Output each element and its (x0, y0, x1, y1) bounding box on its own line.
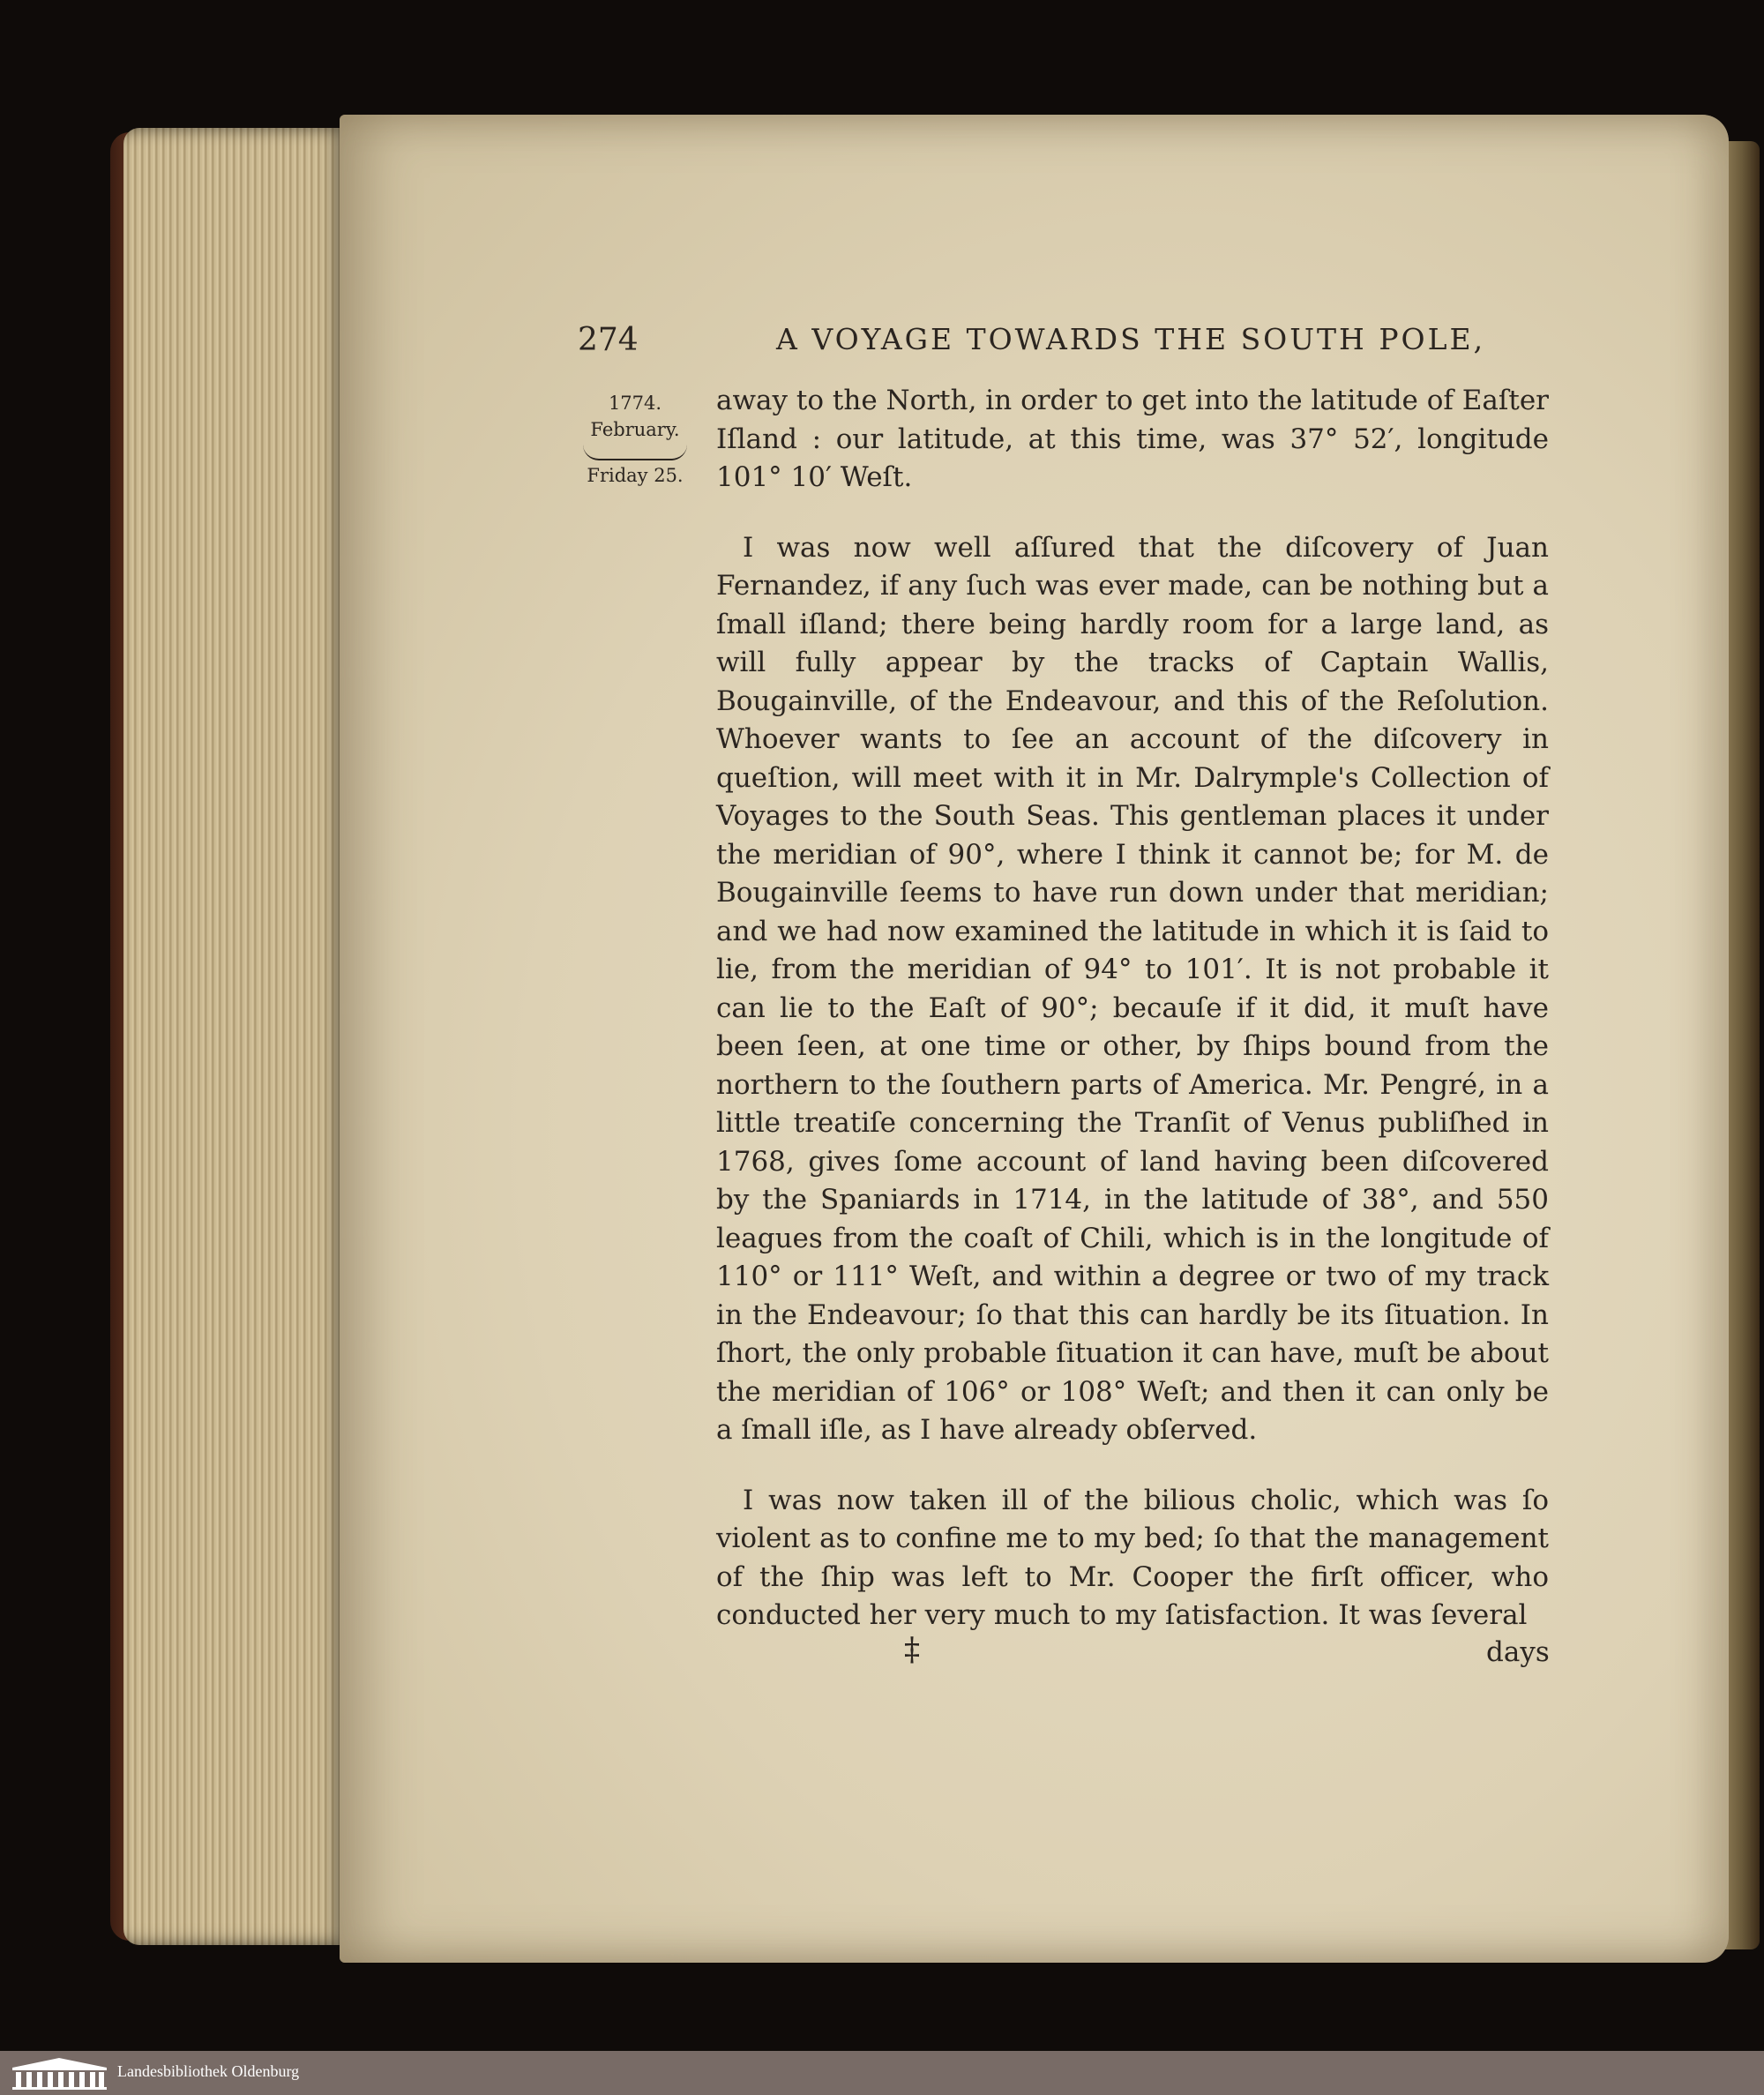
paragraph: away to the North, in order to get into the latitude of Eaſter Iſland : our latitude, at this time, was 37° 52′, longitude 101° 10′ Weſt. (716, 385, 1549, 493)
margin-note-month: February. (590, 419, 680, 440)
right-page-edges (1724, 141, 1760, 1949)
margin-note-year: 1774. (608, 393, 662, 414)
library-building-icon (9, 2055, 110, 2091)
library-name: Landesbibliothek Oldenburg (117, 2062, 300, 2080)
page-edges (123, 128, 348, 1945)
page-number: 274 (578, 322, 639, 358)
brace-mark (583, 445, 687, 460)
catchword: days (1486, 1636, 1550, 1668)
margin-note (573, 390, 697, 489)
running-head: A VOYAGE TOWARDS THE SOUTH POLE, (776, 322, 1486, 356)
paragraph: I was now well aſſured that the diſcovery of Juan Fernandez, if any ſuch was ever made, can be nothing but a ſmall iſland; there being hardly room for a large land, as will fully appear by the tracks of Captain Wallis, Bougainville, of the Endeavour, and this of the Reſolution. Whoever wants to ſee an account of the diſcovery in queſtion, will meet with it in Mr. Dalrymple's Collection of Voyages to the South Seas. This gentleman places it under the meridian of 90°, where I think it cannot be; for M. de Bougainville ſeems to have run down under that meridian; and we had now examined the latitude in which it is ſaid to lie, from the meridian of 94° to 101′. It is not probable it can lie to the Eaſt of 90°; becauſe if it did, it muſt have been ſeen, at one time or other, by ſhips bound from the northern to the ſouthern parts of America. Mr. Pengré, in a little treatiſe concerning the Tranſit of Venus publiſhed in 1768, gives ſome account of land having been diſcovered by the Spaniards in 1714, in the latitude of 38°, and 550 leagues from the coaſt of Chili, which is in the longitude of 110° or 111° Weſt, and within a degree or two of my track in the Endeavour; ſo that this can hardly be its ſituation. In ſhort, the only probable ſituation it can have, muſt be about the meridian of 106° or 108° Weſt; and then it can only be a ſmall iſle, as I have already obſerved. (716, 531, 1549, 1446)
body-text (716, 382, 1549, 1635)
paragraph: I was now taken ill of the bilious cholic, which was ſo violent as to confine me to my bed; ſo that the management of the ſhip was left to Mr. Cooper the firſt officer, who conducted her very much to my ſatisfaction. It was ſeveral (716, 1484, 1549, 1631)
footer-bar (0, 2051, 1764, 2095)
margin-note-day: Friday 25. (587, 465, 684, 486)
signature-mark: ‡ (904, 1632, 920, 1668)
